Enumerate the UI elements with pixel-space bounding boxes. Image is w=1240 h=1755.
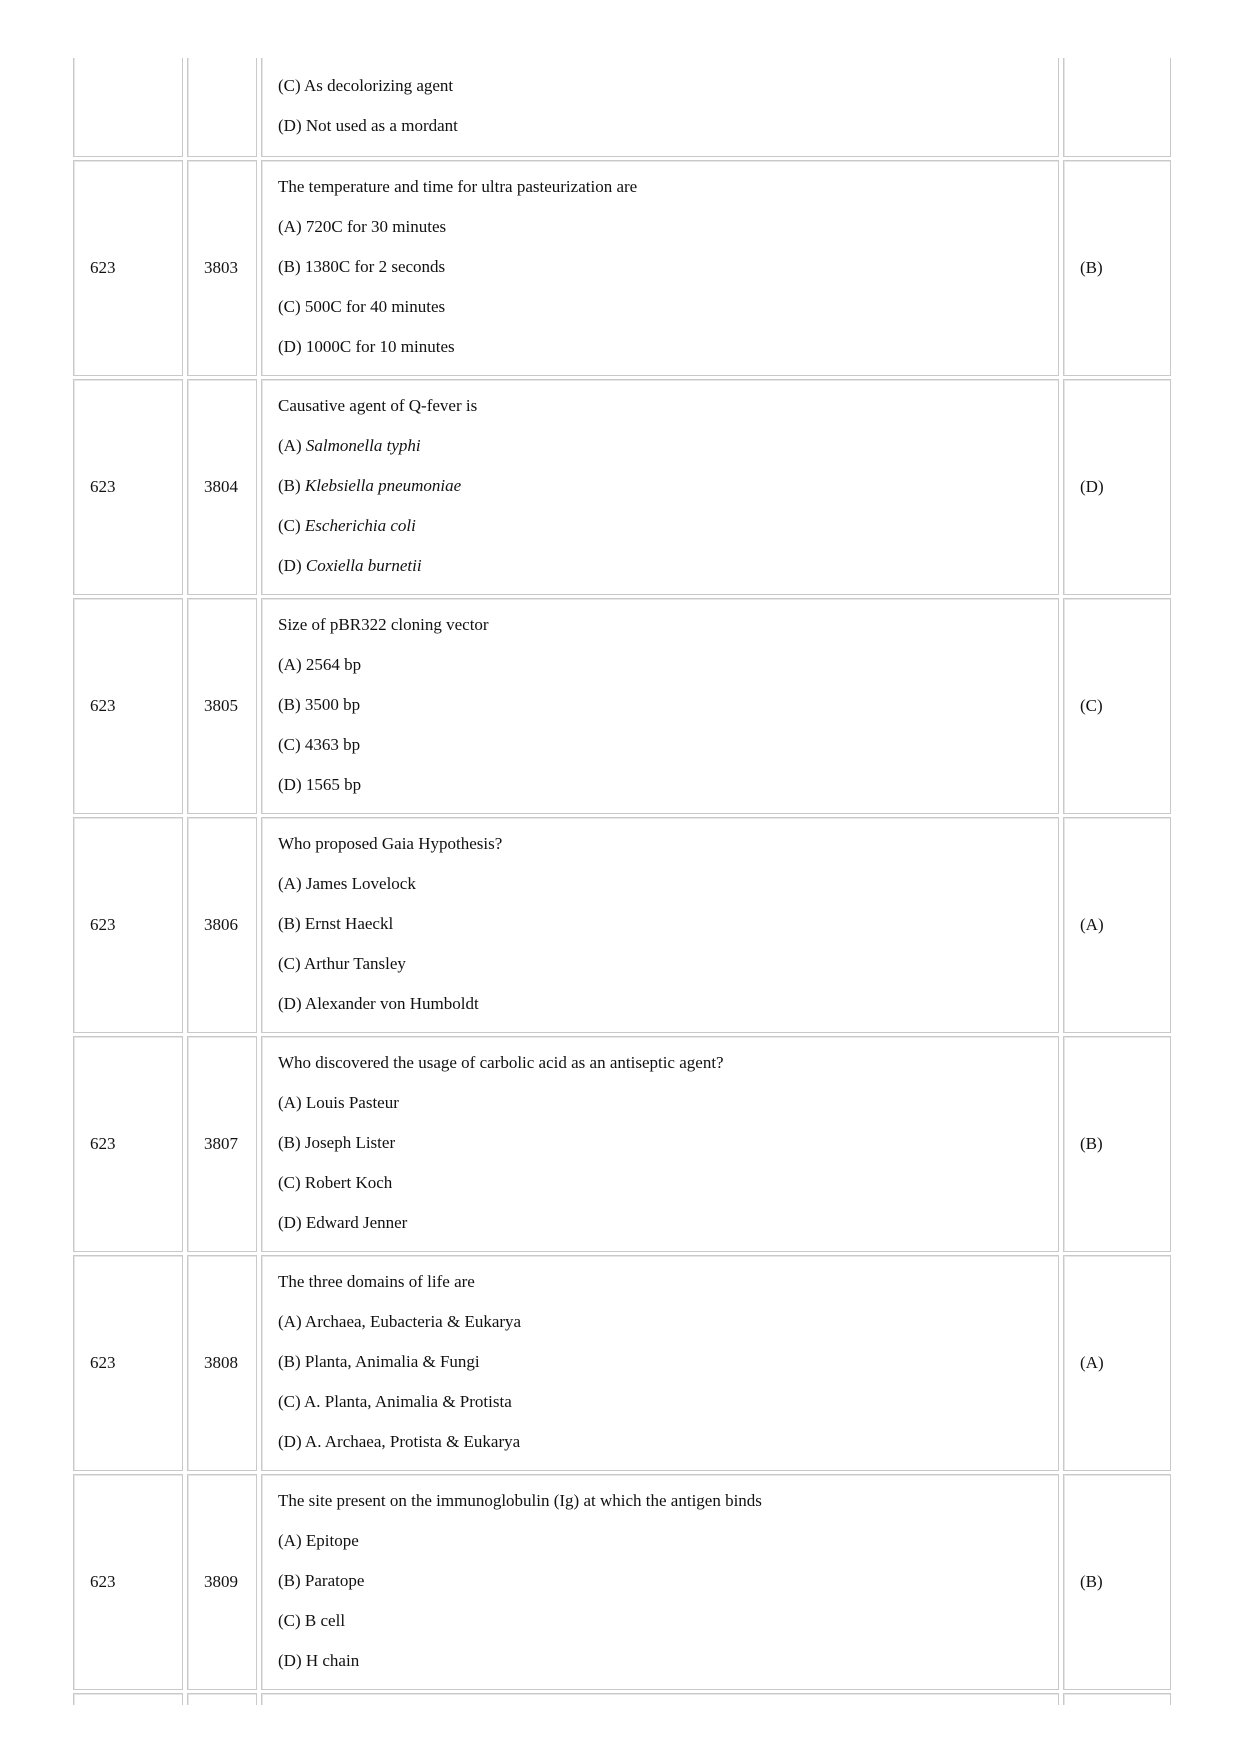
code-cell: [73, 58, 183, 157]
code-cell: [73, 817, 183, 1033]
option-b: (B) Ernst Haeckl: [278, 914, 394, 933]
option-b: (B) Joseph Lister: [278, 1133, 396, 1152]
code-cell: [73, 1693, 183, 1705]
question-id: 3809: [204, 1572, 238, 1591]
id-cell: [187, 160, 257, 376]
question-cell: [261, 1693, 1059, 1705]
option-a: (A) Salmonella typhi: [278, 436, 421, 455]
option-c: (C) 4363 bp: [278, 735, 361, 754]
question-text: The temperature and time for ultra pasteurization are: [278, 177, 638, 196]
question-cell: [261, 1255, 1059, 1471]
option-a: (A) Archaea, Eubacteria & Eukarya: [278, 1312, 522, 1331]
option-d: (D) H chain: [278, 1651, 360, 1670]
option-b: (B) Planta, Animalia & Fungi: [278, 1352, 480, 1371]
option-a: (A) 2564 bp: [278, 655, 362, 674]
question-cell: [261, 379, 1059, 595]
answer-value: (A): [1080, 1353, 1104, 1372]
code-cell: [73, 1036, 183, 1252]
option-c: (C) Robert Koch: [278, 1173, 393, 1192]
option-b: (B) 3500 bp: [278, 695, 361, 714]
answer-cell: [1063, 1036, 1171, 1252]
answer-cell: [1063, 58, 1171, 157]
answer-value: (B): [1080, 1572, 1103, 1591]
option-d: (D) Edward Jenner: [278, 1213, 408, 1232]
id-cell: [187, 817, 257, 1033]
id-cell: [187, 1255, 257, 1471]
option-b: (B) 1380C for 2 seconds: [278, 257, 446, 276]
question-id: 3803: [204, 258, 238, 277]
option-c: (C) As decolorizing agent: [278, 76, 454, 95]
option-a: (A) James Lovelock: [278, 874, 416, 893]
option-c: (C) 500C for 40 minutes: [278, 297, 446, 316]
answer-cell: [1063, 1255, 1171, 1471]
question-cell: [261, 817, 1059, 1033]
question-text: The site present on the immunoglobulin (Ig) at which the antigen binds: [278, 1491, 762, 1510]
option-d: (D) 1565 bp: [278, 775, 362, 794]
answer-cell: [1063, 1693, 1171, 1705]
question-text: Causative agent of Q-fever is: [278, 396, 478, 415]
question-id: 3807: [204, 1134, 238, 1153]
option-d: (D) Coxiella burnetii: [278, 556, 422, 575]
question-code: 623: [90, 915, 116, 934]
id-cell: [187, 1036, 257, 1252]
question-code: 623: [90, 258, 116, 277]
answer-cell: [1063, 817, 1171, 1033]
id-cell: [187, 598, 257, 814]
question-code: 623: [90, 1572, 116, 1591]
table-row-partial-bottom: [73, 1693, 1173, 1705]
answer-value: (C): [1080, 696, 1103, 715]
question-text: Size of pBR322 cloning vector: [278, 615, 489, 634]
option-d: (D) Not used as a mordant: [278, 116, 458, 135]
answer-value: (B): [1080, 1134, 1103, 1153]
option-d: (D) Alexander von Humboldt: [278, 994, 479, 1013]
question-cell: [261, 598, 1059, 814]
question-code: 623: [90, 477, 116, 496]
id-cell: [187, 1693, 257, 1705]
answer-value: (D): [1080, 477, 1104, 496]
answer-cell: [1063, 598, 1171, 814]
question-id: 3806: [204, 915, 238, 934]
option-c: (C) Arthur Tansley: [278, 954, 406, 973]
code-cell: [73, 160, 183, 376]
table-row: [73, 1036, 1173, 1252]
question-cell: [261, 58, 1059, 157]
code-cell: [73, 379, 183, 595]
question-cell: [261, 1036, 1059, 1252]
question-id: 3804: [204, 477, 238, 496]
table-row: [73, 379, 1173, 595]
option-b: (B) Klebsiella pneumoniae: [278, 476, 462, 495]
option-c: (C) Escherichia coli: [278, 516, 416, 535]
option-c: (C) B cell: [278, 1611, 346, 1630]
table-row: [73, 817, 1173, 1033]
question-id: 3805: [204, 696, 238, 715]
question-code: 623: [90, 1134, 116, 1153]
id-cell: [187, 379, 257, 595]
table-row: [73, 1255, 1173, 1471]
option-a: (A) Epitope: [278, 1531, 359, 1550]
answer-value: (B): [1080, 258, 1103, 277]
answer-cell: [1063, 160, 1171, 376]
answer-cell: [1063, 379, 1171, 595]
option-b: (B) Paratope: [278, 1571, 365, 1590]
table-row-partial-top: [73, 58, 1173, 157]
code-cell: [73, 1474, 183, 1690]
code-cell: [73, 598, 183, 814]
question-text: Who proposed Gaia Hypothesis?: [278, 834, 503, 853]
table-row: [73, 160, 1173, 376]
question-cell: [261, 160, 1059, 376]
table-row: [73, 598, 1173, 814]
option-c: (C) A. Planta, Animalia & Protista: [278, 1392, 512, 1411]
question-code: 623: [90, 696, 116, 715]
id-cell: [187, 1474, 257, 1690]
answer-cell: [1063, 1474, 1171, 1690]
option-a: (A) Louis Pasteur: [278, 1093, 399, 1112]
option-d: (D) A. Archaea, Protista & Eukarya: [278, 1432, 521, 1451]
question-text: Who discovered the usage of carbolic acid as an antiseptic agent?: [278, 1053, 724, 1072]
question-text: The three domains of life are: [278, 1272, 475, 1291]
question-cell: [261, 1474, 1059, 1690]
question-id: 3808: [204, 1353, 238, 1372]
question-code: 623: [90, 1353, 116, 1372]
code-cell: [73, 1255, 183, 1471]
table-row: [73, 1474, 1173, 1690]
id-cell: [187, 58, 257, 157]
answer-value: (A): [1080, 915, 1104, 934]
option-a: (A) 720C for 30 minutes: [278, 217, 447, 236]
option-d: (D) 1000C for 10 minutes: [278, 337, 455, 356]
